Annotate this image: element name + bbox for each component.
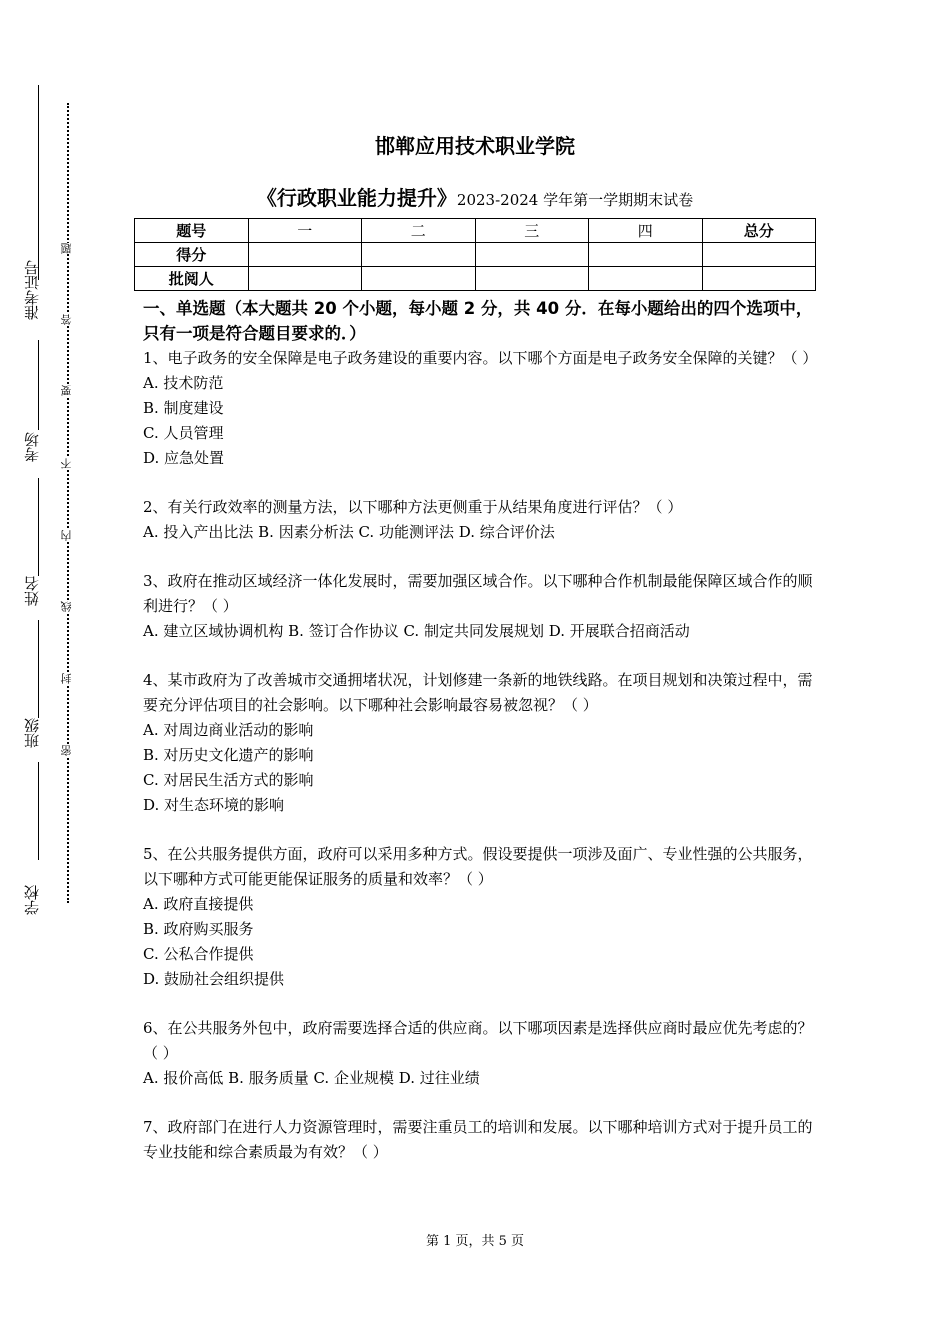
table-header-cell: 二: [362, 219, 476, 243]
score-cell: [248, 267, 362, 291]
table-header-cell: 三: [475, 219, 589, 243]
seal-char: 线: [60, 601, 76, 612]
option-d: D. 应急处置: [143, 449, 225, 467]
question-stem: 5、在公共服务提供方面，政府可以采用多种方式。假设要提供一项涉及面广、专业性强的公共服务，以下哪种方式可能更能保证服务的质量和效率？（ ）: [143, 845, 813, 888]
options-inline: A. 投入产出比法 B. 因素分析法 C. 功能测评法 D. 综合评价法: [143, 523, 555, 541]
binding-line: [38, 762, 39, 860]
option-b: B. 对历史文化遗产的影响: [143, 746, 314, 764]
score-cell: [702, 243, 816, 267]
question-3: [143, 569, 813, 644]
option-a: A. 对周边商业活动的影响: [143, 721, 314, 739]
label-exam-room: 考场: [23, 432, 41, 462]
label-class: 班级: [23, 718, 41, 748]
label-school: 学校: [23, 885, 41, 915]
seal-char: 密: [60, 745, 76, 756]
score-table: [134, 218, 816, 291]
seal-char: 题: [60, 243, 76, 254]
option-c: C. 公私合作提供: [143, 945, 254, 963]
question-stem: 4、某市政府为了改善城市交通拥堵状况，计划修建一条新的地铁线路。在项目规划和决策过程中，需要充分评估项目的社会影响。以下哪种社会影响最容易被忽视？（ ）: [143, 671, 813, 714]
question-5: [143, 842, 813, 992]
score-table-row: [135, 267, 816, 291]
question-stem: 1、电子政务的安全保障是电子政务建设的重要内容。以下哪个方面是电子政务安全保障的关键？（ ）: [143, 349, 818, 367]
question-1: [143, 346, 818, 471]
question-stem: 6、在公共服务外包中，政府需要选择合适的供应商。以下哪项因素是选择供应商时最应优先考虑的？（ ）: [143, 1019, 813, 1062]
option-d: D. 对生态环境的影响: [143, 796, 285, 814]
question-2: [143, 495, 813, 545]
question-stem: 2、有关行政效率的测量方法，以下哪种方法更侧重于从结果角度进行评估？（ ）: [143, 498, 683, 516]
seal-char: 封: [60, 673, 76, 684]
exam-subtitle: [0, 182, 950, 211]
binding-line: [38, 340, 39, 430]
score-table-header-row: [135, 219, 816, 243]
options-inline: A. 建立区域协调机构 B. 签订合作协议 C. 制定共同发展规划 D. 开展联合招商活动: [143, 622, 690, 640]
score-cell: [702, 267, 816, 291]
question-4: [143, 668, 813, 818]
seal-char: 答: [60, 314, 76, 325]
score-table-row: [135, 243, 816, 267]
row-label: 批阅人: [135, 267, 249, 291]
binding-line: [38, 478, 39, 576]
page-footer: 第 1 页，共 5 页: [425, 1234, 525, 1249]
score-cell: [589, 267, 703, 291]
question-6: [143, 1016, 813, 1091]
label-name: 姓名: [23, 576, 41, 606]
row-label: 得分: [135, 243, 249, 267]
question-7: [143, 1115, 813, 1165]
option-b: B. 制度建设: [143, 399, 224, 417]
option-a: A. 政府直接提供: [143, 895, 254, 913]
option-d: D. 鼓励社会组织提供: [143, 970, 285, 988]
option-a: A. 技术防范: [143, 374, 224, 392]
table-header-cell: 四: [589, 219, 703, 243]
option-c: C. 对居民生活方式的影响: [143, 771, 314, 789]
binding-line: [38, 620, 39, 718]
exam-content: [143, 296, 818, 1165]
score-cell: [475, 243, 589, 267]
label-exam-number: 准考证号: [23, 260, 41, 320]
score-cell: [362, 243, 476, 267]
seal-char: 内: [60, 530, 76, 541]
option-c: C. 人员管理: [143, 424, 224, 442]
school-title: 邯郸应用技术职业学院: [375, 134, 575, 158]
section-title: 一、单选题（本大题共 20 个小题，每小题 2 分，共 40 分．在每小题给出的四个选项中，只有一项是符合题目要求的．）: [143, 299, 813, 343]
table-header-cell: 题号: [135, 219, 249, 243]
seal-char: 要: [60, 385, 76, 396]
score-cell: [248, 243, 362, 267]
question-stem: 3、政府在推动区域经济一体化发展时，需要加强区域合作。以下哪种合作机制最能保障区域合作的顺利进行？（ ）: [143, 572, 813, 615]
table-header-cell: 一: [248, 219, 362, 243]
course-name: 《行政职业能力提升》: [256, 186, 457, 210]
dotted-seal-line: [67, 103, 69, 903]
question-stem: 7、政府部门在进行人力资源管理时，需要注重员工的培训和发展。以下哪种培训方式对于提升员工的专业技能和综合素质最为有效？（ ）: [143, 1118, 813, 1161]
score-cell: [589, 243, 703, 267]
seal-char: 不: [60, 458, 76, 469]
term-label: 2023-2024 学年第一学期期末试卷: [456, 191, 694, 209]
score-cell: [362, 267, 476, 291]
table-header-cell: 总分: [702, 219, 816, 243]
option-b: B. 政府购买服务: [143, 920, 254, 938]
score-cell: [475, 267, 589, 291]
options-inline: A. 报价高低 B. 服务质量 C. 企业规模 D. 过往业绩: [143, 1069, 480, 1087]
